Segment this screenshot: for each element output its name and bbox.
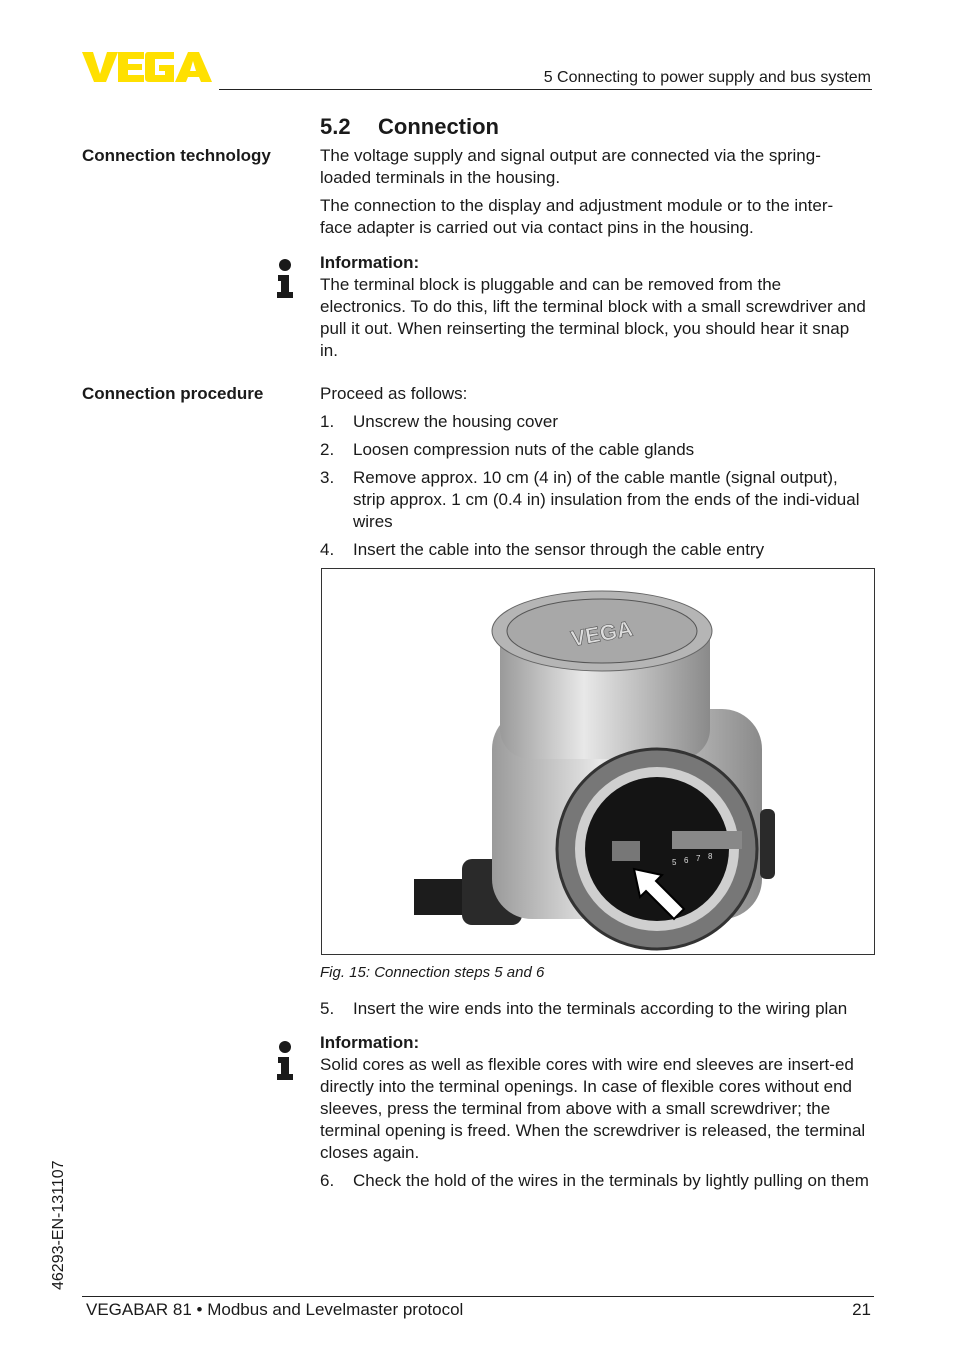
step-text: Check the hold of the wires in the terminals by lightly pulling on them [353,1171,869,1190]
section-title-text: Connection [378,114,499,139]
step-number: 2. [320,440,335,459]
step-text: Insert the wire ends into the terminals according to the wiring plan [353,999,848,1018]
info-text: The terminal block is pluggable and can be removed from the electronics. To do this, lift the terminal block with a small screwdriver and pull it out. When reinserting the terminal block, you should hear it snap in. [320,275,866,360]
connection-technology-body [320,145,865,245]
footer-rule [82,1296,874,1297]
info-title: Information: [320,253,420,272]
document-id: 46293-EN-131107 [50,1160,67,1290]
info-note-1 [320,252,870,362]
info-icon [275,258,295,298]
paragraph: The voltage supply and signal output are connected via the spring-loaded terminals in the housing. [320,146,821,187]
info-text: Solid cores as well as flexible cores with wire end sleeves are insert-ed directly into the terminal openings. In case of flexible cores without end sleeves, press the terminal from above with a small screwdriver; the terminal opening is freed. When the screwdriver is released, the terminal closes again. [320,1055,866,1162]
procedure-intro: Proceed as follows: [320,384,468,403]
list-item [320,411,865,433]
list-item [320,998,880,1020]
connection-procedure-label: Connection procedure [82,384,264,403]
figure-connection-steps [321,568,875,955]
list-item [320,539,865,561]
list-item [320,467,865,533]
step-number: 3. [320,468,335,487]
footer-product: VEGABAR 81 • Modbus and Levelmaster protocol [86,1300,464,1319]
step-number: 4. [320,540,335,559]
info-icon [275,1040,295,1080]
info-title: Information: [320,1033,420,1052]
header-rule [219,89,872,90]
procedure-list-continued [320,998,880,1026]
section-number: 5.2 [320,114,351,139]
vega-logo [82,50,212,84]
step-number: 5. [320,999,335,1018]
step-number: 6. [320,1171,335,1190]
terminal-label: 8 [708,852,713,861]
list-item [320,439,865,461]
step-number: 1. [320,412,335,431]
list-item [320,1170,873,1192]
sensor-housing-illustration [322,569,874,954]
step-text: Insert the cable into the sensor through the cable entry [353,540,765,559]
terminal-label: 5 [672,858,677,867]
cover-logo: VEGA [568,615,635,652]
step-text: Unscrew the housing cover [353,412,559,431]
terminal-label: 6 [684,856,689,865]
step-text: Loosen compression nuts of the cable glands [353,440,695,459]
section-title [320,114,499,140]
step-text: Remove approx. 10 cm (4 in) of the cable mantle (signal output), strip approx. 1 cm (0.4 in) insulation from the ends of the indi-vidual wires [353,468,860,531]
page-number: 21 [852,1300,871,1319]
paragraph: The connection to the display and adjustment module or to the inter-face adapter is carried out via contact pins in the housing. [320,196,834,237]
header-chapter: 5 Connecting to power supply and bus system [543,69,871,86]
procedure-list [320,383,865,567]
connection-technology-label: Connection technology [82,146,271,165]
terminal-label: 7 [696,854,701,863]
info-note-2 [320,1032,875,1198]
figure-caption: Fig. 15: Connection steps 5 and 6 [320,964,545,981]
